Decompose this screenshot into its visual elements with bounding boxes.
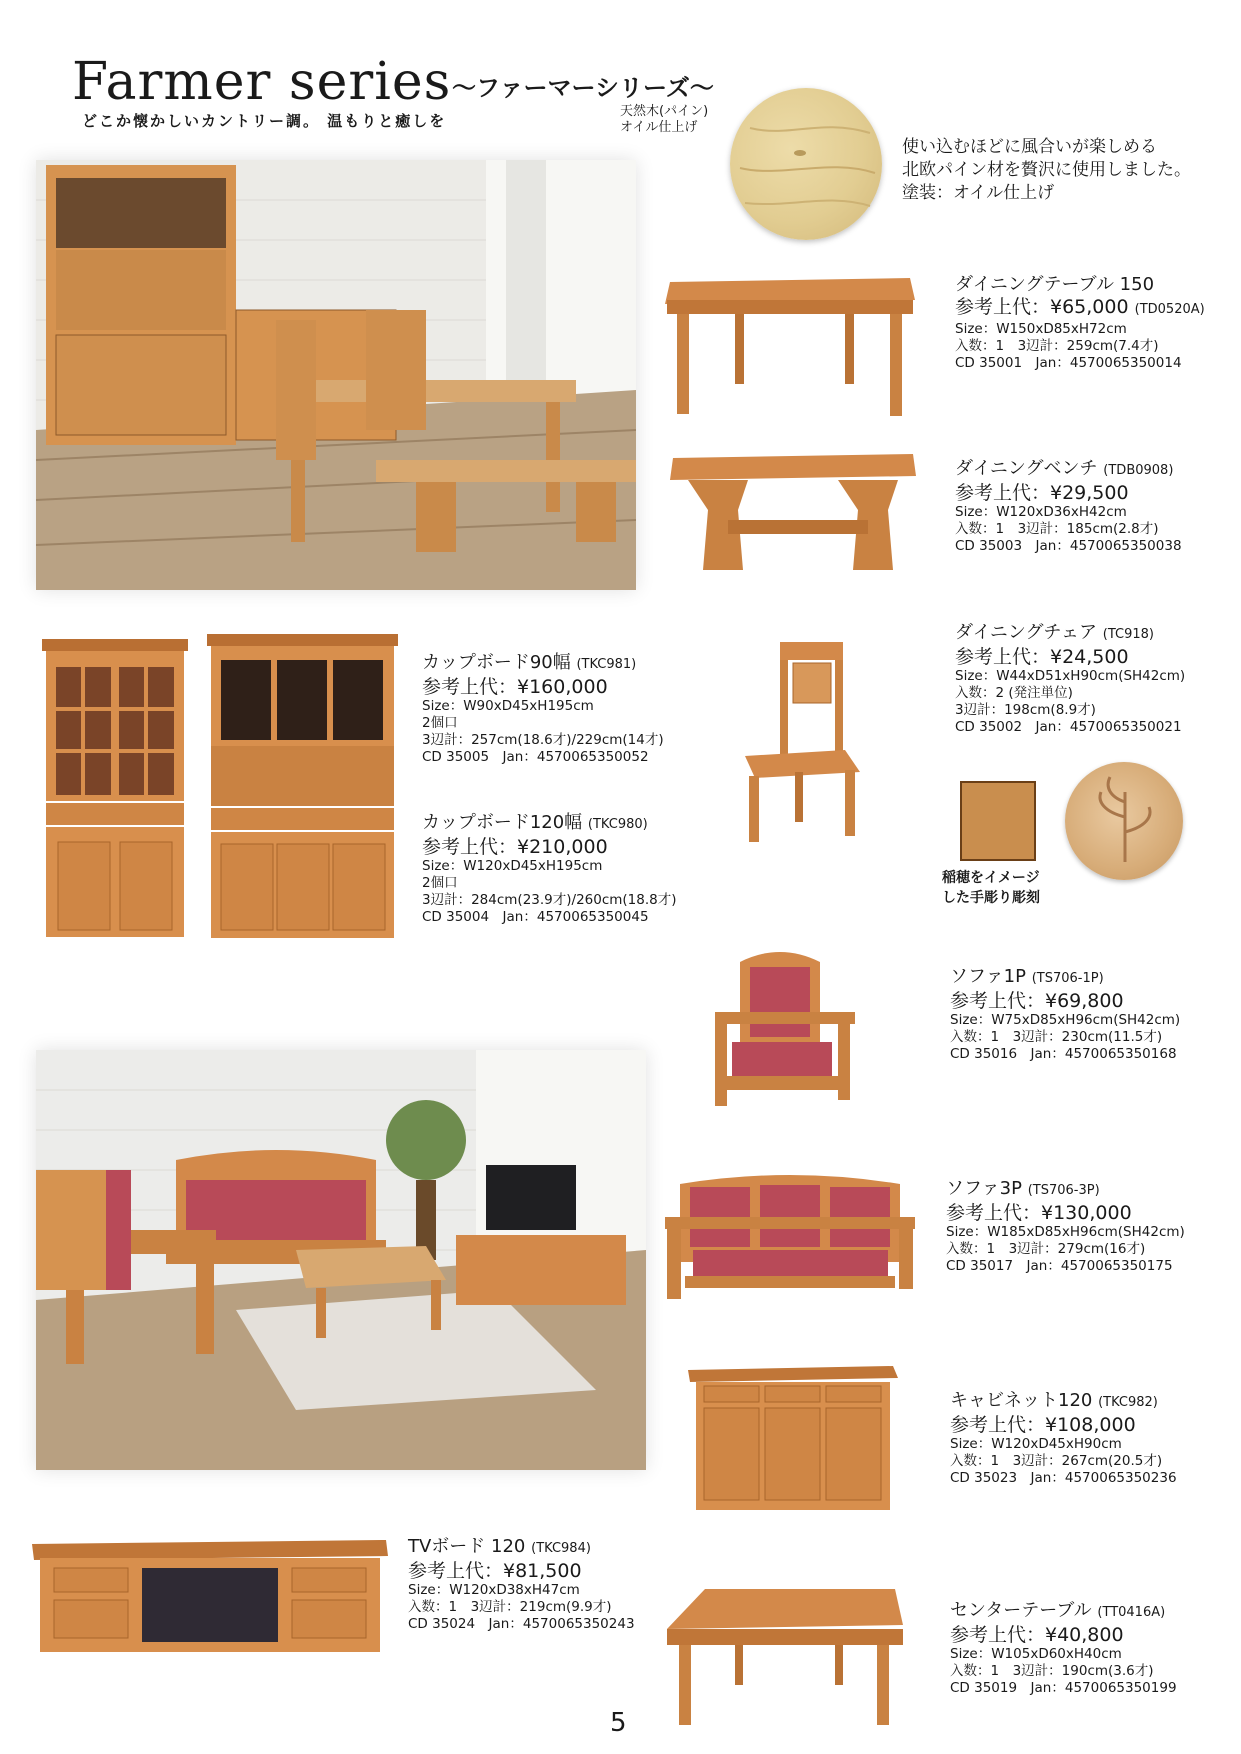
product-price: 参考上代：¥24,500 (955, 646, 1129, 668)
product-price: 参考上代：¥81,500 (408, 1560, 582, 1582)
product-cupboard-90 (422, 652, 664, 766)
product-dining-table (955, 274, 1205, 372)
product-code: (TDB0908) (1103, 463, 1174, 478)
product-name: ダイニングベンチ (955, 458, 1098, 479)
finish-line-2: オイル仕上げ (620, 120, 698, 135)
product-spec: CD 35001 Jan：4570065350014 (955, 355, 1182, 371)
product-name: ソファ1P (950, 966, 1026, 987)
product-code: (TT0416A) (1097, 1605, 1166, 1620)
product-code: (TKC982) (1098, 1395, 1158, 1410)
carving-caption-line-1: 稲穂をイメージ (942, 870, 1040, 886)
product-spec: 3辺計：257cm(18.6才)/229cm(14才) (422, 732, 664, 748)
tv-board-image (32, 1538, 388, 1658)
product-code: (TC918) (1102, 627, 1154, 642)
product-spec: 入数：1 3辺計：267cm(20.5才) (950, 1453, 1163, 1469)
carving-caption (942, 868, 1040, 908)
finish-line-1: 天然木(パイン) (620, 104, 709, 119)
cabinet-120-image (688, 1362, 898, 1522)
product-spec: 入数：1 3辺計：279cm(16才) (946, 1241, 1146, 1257)
product-spec: 入数：1 3辺計：190cm(3.6才) (950, 1663, 1154, 1679)
product-name: ダイニングテーブル 150 (955, 274, 1155, 295)
product-cupboard-120 (422, 812, 677, 926)
page-number: 5 (610, 1708, 627, 1738)
sofa-1p-image (710, 942, 860, 1112)
product-spec: Size：W90xD45xH195cm (422, 698, 594, 714)
cupboard-90-image (40, 637, 190, 947)
intro-line-3: 塗装：オイル仕上げ (902, 183, 1055, 203)
product-name: TVボード 120 (408, 1536, 526, 1557)
product-name: カップボード120幅 (422, 812, 583, 833)
product-price: 参考上代：¥160,000 (422, 676, 608, 698)
product-price: 参考上代：¥108,000 (950, 1414, 1136, 1436)
product-spec: Size：W150xD85xH72cm (955, 321, 1127, 337)
product-dining-chair (955, 622, 1185, 736)
product-price: 参考上代：¥65,000 (955, 296, 1129, 318)
product-spec: CD 35004 Jan：4570065350045 (422, 909, 649, 925)
product-spec: 3辺計：198cm(8.9才) (955, 702, 1096, 718)
product-code: (TKC981) (576, 657, 637, 672)
product-name: カップボード90幅 (422, 652, 571, 673)
product-code: (TKC980) (587, 817, 648, 832)
product-code: (TS706-3P) (1027, 1183, 1100, 1198)
page-subtitle: 〜ファーマーシリーズ〜 (452, 74, 714, 102)
product-spec: Size：W44xD51xH90cm(SH42cm) (955, 668, 1186, 684)
intro-text (902, 136, 1191, 205)
product-spec: Size：W120xD45xH195cm (422, 858, 603, 874)
page-title: Farmer series (72, 52, 452, 112)
intro-line-1: 使い込むほどに風合いが楽しめる (902, 137, 1157, 157)
product-spec: CD 35024 Jan：4570065350243 (408, 1616, 635, 1632)
carving-detail-thumbnail (960, 781, 1036, 861)
product-spec: Size：W120xD38xH47cm (408, 1582, 580, 1598)
product-spec: 3辺計：284cm(23.9才)/260cm(18.8才) (422, 892, 677, 908)
product-spec: 入数：2 (発注単位) (955, 685, 1073, 701)
product-spec: 2個口 (422, 875, 458, 891)
product-spec: Size：W120xD45xH90cm (950, 1436, 1122, 1452)
product-spec: CD 35019 Jan：4570065350199 (950, 1680, 1177, 1696)
carving-caption-line-2: した手彫り彫刻 (942, 890, 1040, 906)
product-code: (TD0520A) (1134, 302, 1205, 317)
product-price: 参考上代：¥130,000 (946, 1202, 1132, 1224)
intro-line-2: 北欧パイン材を贅沢に使用しました。 (902, 160, 1191, 180)
product-cabinet-120 (950, 1390, 1177, 1487)
tagline: どこか懐かしいカントリー調。 温もりと癒しを (82, 112, 447, 130)
product-tv-board (408, 1536, 635, 1633)
product-spec: CD 35016 Jan：4570065350168 (950, 1046, 1177, 1062)
product-spec: CD 35005 Jan：4570065350052 (422, 749, 649, 765)
product-center-table (950, 1600, 1177, 1697)
product-spec: CD 35002 Jan：4570065350021 (955, 719, 1182, 735)
pine-wood-sample (730, 88, 882, 240)
product-spec: 入数：1 3辺計：185cm(2.8才) (955, 521, 1159, 537)
product-code: (TKC984) (531, 1541, 591, 1556)
product-spec: Size：W185xD85xH96cm(SH42cm) (946, 1224, 1185, 1240)
product-price: 参考上代：¥210,000 (422, 836, 608, 858)
product-spec: CD 35003 Jan：4570065350038 (955, 538, 1182, 554)
dining-bench-image (668, 450, 918, 580)
product-spec: 2個口 (422, 715, 458, 731)
product-name: ダイニングチェア (955, 622, 1098, 643)
product-spec: 入数：1 3辺計：219cm(9.9才) (408, 1599, 612, 1615)
product-name: ソファ3P (946, 1178, 1022, 1199)
carving-detail-closeup (1065, 762, 1183, 880)
product-price: 参考上代：¥40,800 (950, 1624, 1124, 1646)
product-sofa-1p (950, 966, 1180, 1063)
product-spec: 入数：1 3辺計：230cm(11.5才) (950, 1029, 1163, 1045)
product-spec: Size：W105xD60xH40cm (950, 1646, 1122, 1662)
product-spec: 入数：1 3辺計：259cm(7.4才) (955, 338, 1159, 354)
product-sofa-3p (946, 1178, 1185, 1275)
finish-note (620, 104, 708, 136)
product-spec: Size：W120xD36xH42cm (955, 504, 1127, 520)
dining-chair-image (735, 638, 865, 848)
center-table-image (665, 1585, 905, 1730)
product-spec: Size：W75xD85xH96cm(SH42cm) (950, 1012, 1181, 1028)
living-room-photo (36, 1050, 646, 1470)
product-name: キャビネット120 (950, 1390, 1093, 1411)
product-price: 参考上代：¥29,500 (955, 482, 1129, 504)
sofa-3p-image (665, 1172, 915, 1302)
product-spec: CD 35017 Jan：4570065350175 (946, 1258, 1173, 1274)
dining-room-photo (36, 160, 636, 590)
product-spec: CD 35023 Jan：4570065350236 (950, 1470, 1177, 1486)
product-name: センターテーブル (950, 1600, 1092, 1621)
product-dining-bench (955, 458, 1182, 555)
product-price: 参考上代：¥69,800 (950, 990, 1124, 1012)
cupboard-120-image (205, 632, 400, 947)
product-code: (TS706-1P) (1031, 971, 1104, 986)
dining-table-image (665, 270, 915, 420)
